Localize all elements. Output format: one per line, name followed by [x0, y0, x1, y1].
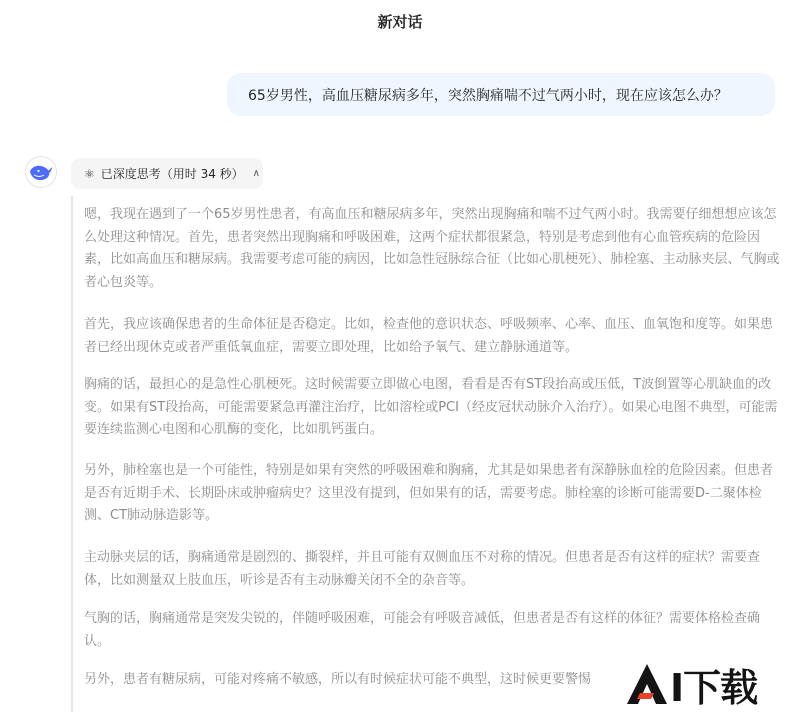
whale-logo-icon: [25, 156, 57, 188]
chevron-up-icon: ∧: [252, 168, 260, 179]
whale-logo-svg: [29, 163, 53, 181]
thinking-toggle-button[interactable]: [71, 158, 263, 189]
thought-paragraph: 嗯，我现在遇到了一个65岁男性患者，有高血压和糖尿病多年，突然出现胸痛和喘不过气两小时。我需要仔细想想应该怎么处理这种情况。首先，患者突然出现胸痛和呼吸困难，这两个症状都很紧急，特别是考虑到他有心血管疾病的危险因素，比如高血压和糖尿病。我需要考虑可能的病因，比如急性冠脉综合征（比如心肌梗死）、肺栓塞、主动脉夹层、气胸或者心包炎等。: [84, 207, 780, 290]
thought-paragraph: 另外，肺栓塞也是一个可能性，特别是如果有突然的呼吸困难和胸痛，尤其是如果患者有深静脉血栓的危险因素。但患者是否有近期手术、长期卧床或肿瘤病史？这里没有提到，但如果有的话，需要考虑。肺栓塞的诊断可能需要D-二聚体检测、CT肺动脉造影等。: [84, 463, 774, 523]
thought-process-panel: [71, 196, 784, 712]
page-title: 新对话: [377, 13, 423, 31]
thought-paragraph: 气胸的话，胸痛通常是突发尖锐的，伴随呼吸困难，可能会有呼吸音减低，但患者是否有这样的体征？需要体格检查确认。: [84, 611, 761, 649]
watermark-a-mark: [622, 659, 672, 709]
user-message-bubble: 65岁男性，高血压糖尿病多年，突然胸痛喘不过气两小时，现在应该怎么办？: [227, 73, 775, 116]
thought-paragraph: 另外，患者有糖尿病，可能对疼痛不敏感，所以有时候症状可能不典型，这时候更要警惕: [84, 672, 592, 687]
thinking-toggle-label: 已深度思考（用时 34 秒）: [100, 167, 244, 181]
watermark-logo: [622, 658, 782, 710]
thought-paragraph: 胸痛的话，最担心的是急性心肌梗死。这时候需要立即做心电图，看看是否有ST段抬高或压低，T波倒置等心肌缺血的改变。如果有ST段抬高，可能需要紧急再灌注治疗，比如溶栓或PCI（经皮冠状动脉介入治疗）。如果心电图不典型，可能需要连续监测心电图和心肌酶的变化，比如肌钙蛋白。: [84, 377, 778, 437]
thought-paragraph: 主动脉夹层的话，胸痛通常是剧烈的、撕裂样，并且可能有双侧血压不对称的情况。但患者是否有这样的症状？需要查体，比如测量双上肢血压，听诊是否有主动脉瓣关闭不全的杂音等。: [84, 550, 761, 588]
watermark-text: I下载: [670, 665, 758, 710]
atom-icon: ⚛: [84, 166, 95, 181]
thought-paragraph: 首先，我应该确保患者的生命体征是否稳定。比如，检查他的意识状态、呼吸频率、心率、血压、血氧饱和度等。如果患者已经出现休克或者严重低氧血症，需要立即处理，比如给予氧气、建立静脉通道等。: [84, 317, 774, 355]
